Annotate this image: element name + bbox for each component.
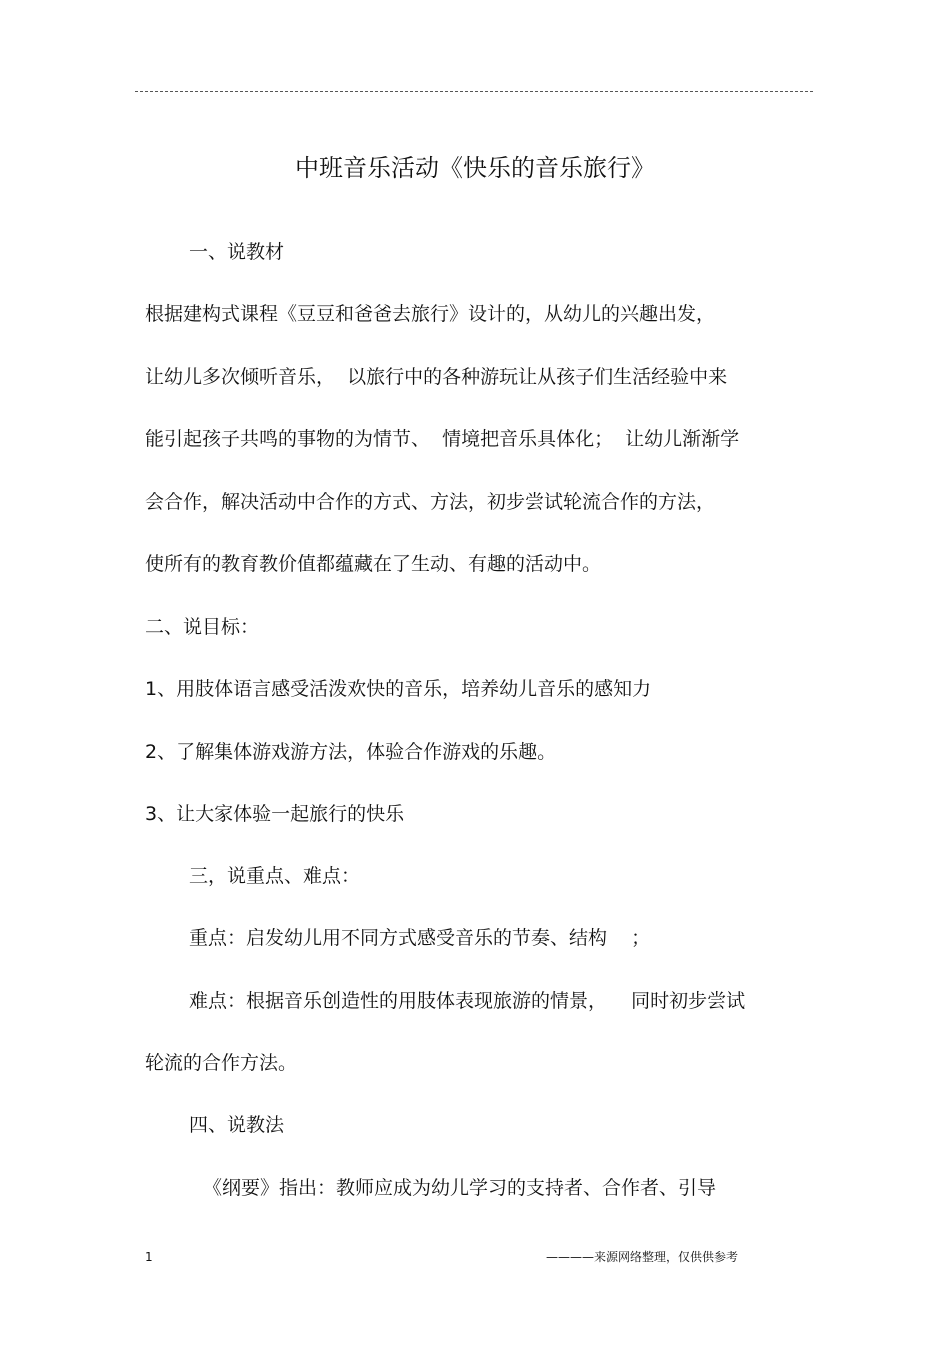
goal-item: 1、用肢体语言感受活泼欢快的音乐，培养幼儿音乐的感知力 — [145, 678, 652, 700]
section-heading-methods: 四、说教法 — [189, 1114, 285, 1136]
header-dashed-rule — [135, 91, 813, 92]
paragraph-line: 《纲要》指出：教师应成为幼儿学习的支持者、合作者、引导 — [203, 1177, 717, 1199]
difficulty-line: 难点：根据音乐创造性的用肢体表现旅游的情景， 同时初步尝试 — [189, 990, 746, 1012]
paragraph-line: 根据建构式课程《豆豆和爸爸去旅行》设计的，从幼儿的兴趣出发， — [145, 303, 716, 325]
goal-item: 3、让大家体验一起旅行的快乐 — [145, 803, 405, 825]
paragraph-line: 使所有的教育教价值都蕴藏在了生动、有趣的活动中。 — [145, 553, 602, 575]
paragraph-line: 轮流的合作方法。 — [145, 1052, 298, 1074]
section-heading-goals: 二、说目标： — [145, 616, 260, 638]
paragraph-line: 会合作，解决活动中合作的方式、方法，初步尝试轮流合作的方法， — [145, 491, 716, 513]
goal-item: 2、了解集体游戏游方法，体验合作游戏的乐趣。 — [145, 741, 557, 763]
section-heading-key-points: 三，说重点、难点： — [189, 865, 361, 887]
footer-source-note: ————来源网络整理，仅供供参考 — [546, 1250, 739, 1264]
page-number: 1 — [145, 1250, 153, 1264]
section-heading-materials: 一、说教材 — [189, 241, 285, 263]
document-title: 中班音乐活动《快乐的音乐旅行》 — [295, 154, 655, 182]
paragraph-line: 让幼儿多次倾听音乐， 以旅行中的各种游玩让从孩子们生活经验中来 — [145, 366, 728, 388]
key-point-line: 重点：启发幼儿用不同方式感受音乐的节奏、结构 ； — [189, 927, 651, 949]
paragraph-line: 能引起孩子共鸣的事物的为情节、 情境把音乐具体化； 让幼儿渐渐学 — [145, 428, 740, 450]
